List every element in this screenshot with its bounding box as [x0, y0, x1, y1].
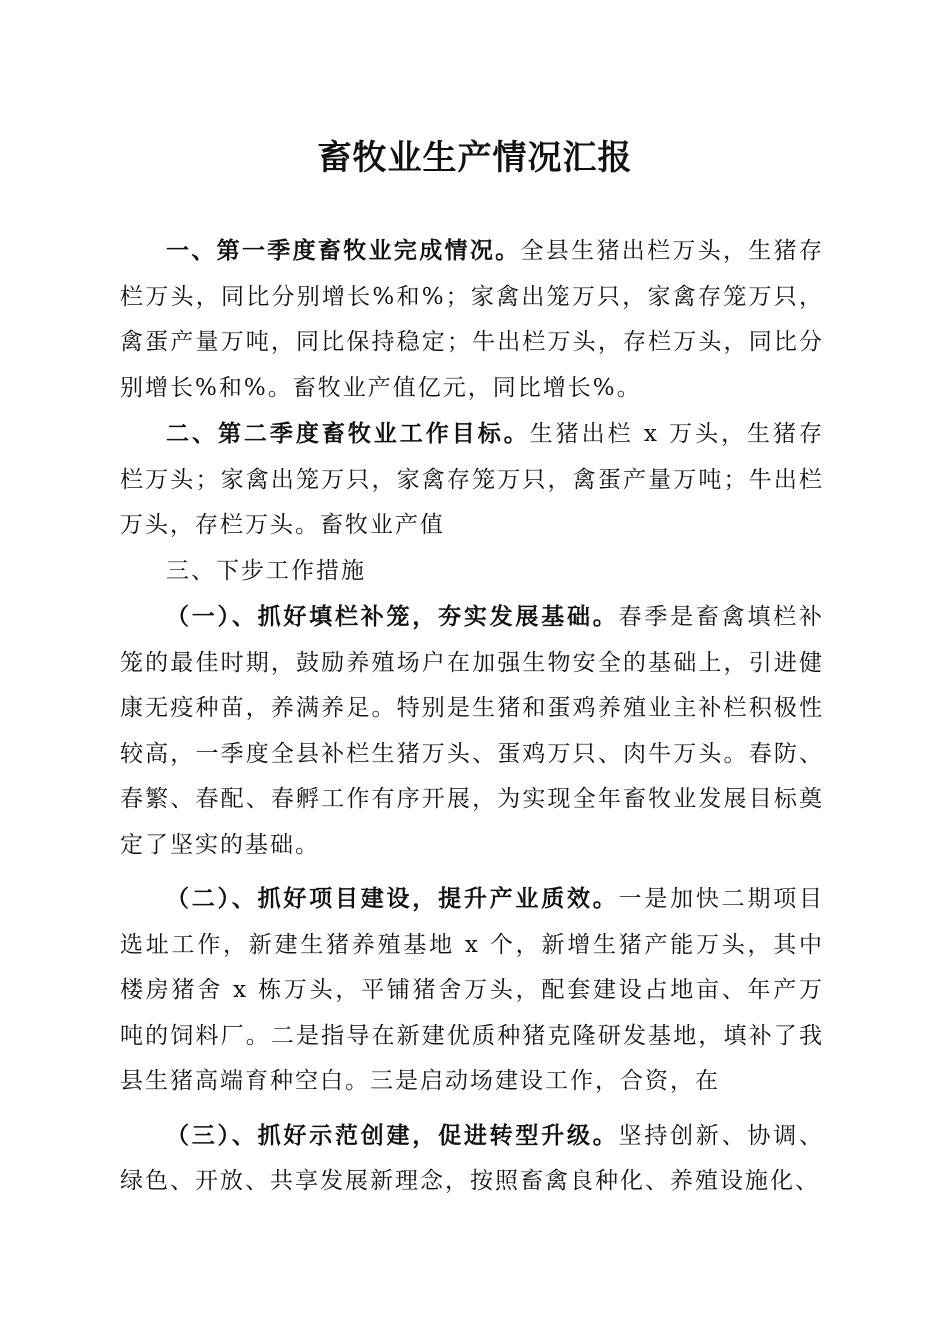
section-paragraph [120, 228, 824, 411]
section-heading: 一、第一季度畜牧业完成情况。 [166, 237, 521, 264]
document-title: 畜牧业生产情况汇报 [317, 138, 633, 178]
section-text: 全县生猪出栏万头，生猪存栏万头，同比分别增长%和%；家禽出笼万只，家禽存笼万只，禽蛋产量万吨，同比保持稳定；牛出栏万头，存栏万头，同比分别增长%和%。畜牧业产值亿元，同比增长%。 [120, 238, 825, 401]
section-paragraph [120, 876, 824, 1105]
paragraph-gap [120, 1105, 824, 1113]
section-paragraph [120, 594, 824, 868]
section-paragraph [120, 1113, 824, 1205]
section-heading: 三、下步工作措施 [166, 557, 366, 584]
section-text: 一是加快二期项目选址工作，新建生猪养殖基地 x 个，新增生猪产能万头，其中楼房猪舍 x 栋万头，平铺猪舍万头，配套建设占地亩、年产万吨的饲料厂。二是指导在新建优质种猪克隆研发基地，填补了我县生猪高端育种空白。三是启动场建设工作，合资，在 [120, 886, 825, 1094]
section-paragraph [120, 411, 824, 549]
section-text: 坚持创新、协调、绿色、开放、共享发展新理念，按照畜禽良种化、养殖设施化、 [120, 1122, 825, 1194]
section-heading: （二）、抓好项目建设，提升产业质效。 [166, 885, 619, 912]
section-heading: （一）、抓好填栏补笼，夯实发展基础。 [166, 603, 619, 630]
section-text: 春季是畜禽填栏补笼的最佳时期，鼓励养殖场户在加强生物安全的基础上，引进健康无疫种苗，养满养足。特别是生猪和蛋鸡养殖业主补栏积极性较高，一季度全县补栏生猪万头、蛋鸡万只、肉牛万头。春防、春繁、春配、春孵工作有序开展，为实现全年畜牧业发展目标奠定了坚实的基础。 [120, 604, 825, 858]
paragraph-gap [120, 868, 824, 876]
section-heading: 二、第二季度畜牧业工作目标。 [166, 420, 530, 447]
section-text: 生猪出栏 x 万头，生猪存栏万头；家禽出笼万只，家禽存笼万只，禽蛋产量万吨；牛出栏万头，存栏万头。畜牧业产值 [120, 421, 825, 538]
section-heading: （三）、抓好示范创建，促进转型升级。 [166, 1121, 619, 1149]
document-body [120, 228, 824, 1205]
section-paragraph [120, 549, 824, 595]
